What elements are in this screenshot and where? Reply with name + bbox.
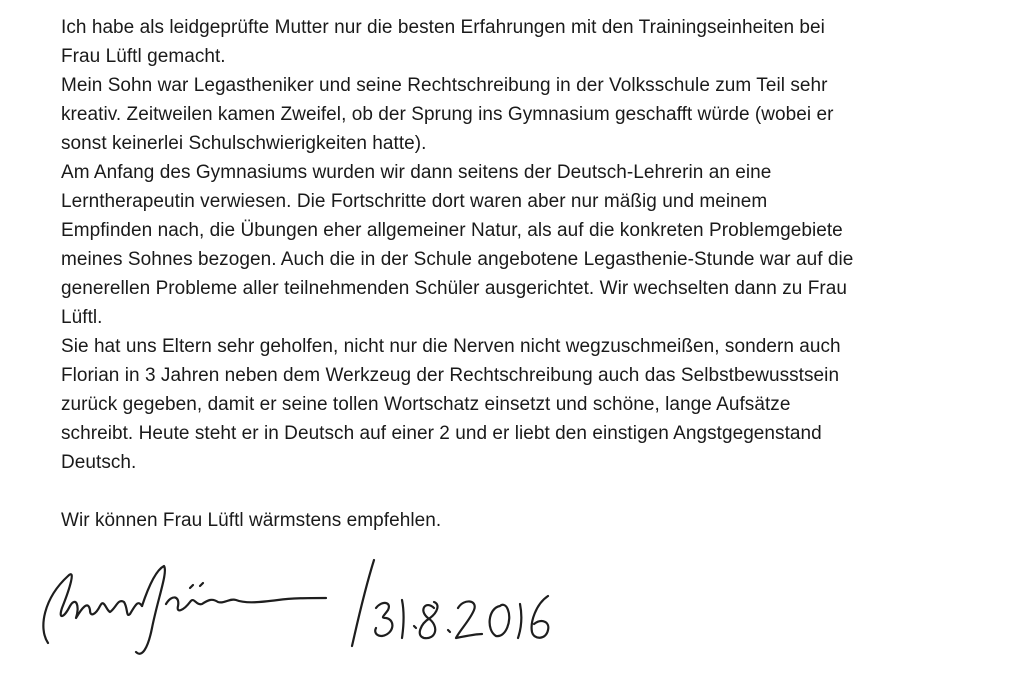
text-line: zurück gegeben, damit er seine tollen Wortschatz einsetzt und schöne, lange Aufsätze (61, 394, 791, 415)
text-line: kreativ. Zeitweilen kamen Zweifel, ob der Sprung ins Gymnasium geschafft würde (wobei er (61, 104, 834, 125)
text-line: Ich habe als leidgeprüfte Mutter nur die besten Erfahrungen mit den Trainingseinheiten bei (61, 17, 825, 38)
signature-block (30, 548, 590, 668)
text-line: Lerntherapeutin verwiesen. Die Fortschritte dort waren aber nur mäßig und meinem (61, 191, 768, 212)
text-line: meines Sohnes bezogen. Auch die in der Schule angebotene Legasthenie-Stunde war auf die (61, 249, 854, 270)
paragraph-background (61, 71, 1011, 158)
text-line: schreibt. Heute steht er in Deutsch auf einer 2 und er liebt den einstigen Angstgegenstand (61, 423, 822, 444)
paragraph-gap (61, 477, 1011, 506)
text-line: Florian in 3 Jahren neben dem Werkzeug der Rechtschreibung auch das Selbstbewusstsein (61, 365, 840, 386)
closing-line (61, 506, 1011, 535)
handwritten-signature-and-date (30, 548, 590, 668)
text-line: Mein Sohn war Legastheniker und seine Rechtschreibung in der Volksschule zum Teil sehr (61, 75, 828, 96)
letter-body (61, 13, 1011, 535)
paragraph-intro (61, 13, 1011, 71)
text-line: Lüftl. (61, 307, 103, 328)
paragraph-gymnasium (61, 158, 1011, 332)
text-line: Deutsch. (61, 452, 137, 473)
text-line: Empfinden nach, die Übungen eher allgemeiner Natur, als auf die konkreten Problemgebiete (61, 220, 843, 241)
text-line: Am Anfang des Gymnasiums wurden wir dann seitens der Deutsch-Lehrerin an eine (61, 162, 772, 183)
text-line: Sie hat uns Eltern sehr geholfen, nicht nur die Nerven nicht wegzuschmeißen, sondern auch (61, 336, 841, 357)
text-line: sonst keinerlei Schulschwierigkeiten hatte). (61, 133, 427, 154)
closing-text: Wir können Frau Lüftl wärmstens empfehlen. (61, 510, 442, 531)
text-line: Frau Lüftl gemacht. (61, 46, 226, 67)
text-line: generellen Probleme aller teilnehmenden Schüler ausgerichtet. Wir wechselten dann zu Frau (61, 278, 847, 299)
paragraph-results (61, 332, 1011, 477)
